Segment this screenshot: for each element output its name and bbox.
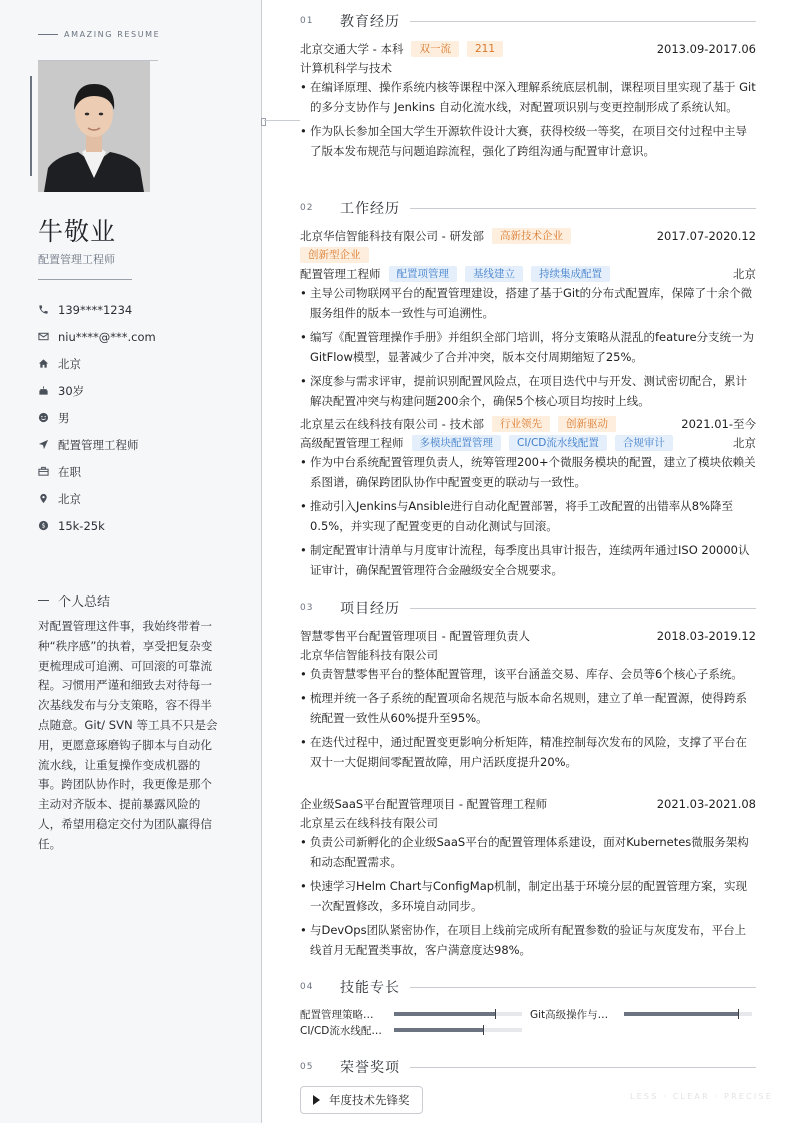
skill-bar (394, 1028, 522, 1032)
education-header-row (300, 39, 756, 58)
sidebar-tab-line (264, 120, 300, 121)
info-text: 在职 (58, 464, 81, 479)
school-name: 北京交通大学 - 本科 (300, 41, 404, 56)
skill-name: CI/CD流水线配… (300, 1024, 382, 1037)
skill-bar-marker (483, 1025, 484, 1035)
work-date: 2017.07-2020.12 (656, 228, 756, 243)
company-tag: 行业领先 (492, 416, 550, 432)
money-icon (38, 520, 58, 531)
role-tag: 基线建立 (465, 266, 523, 282)
honor-award-button[interactable] (300, 1086, 423, 1114)
section-education-heading (300, 11, 756, 31)
info-text: niu****@***.com (58, 329, 156, 344)
photo-top-line (38, 60, 158, 61)
play-triangle-icon (313, 1095, 320, 1105)
phone-icon (38, 304, 58, 315)
section-projects-heading (300, 598, 756, 618)
project-company-row (300, 813, 756, 832)
section-number: 04 (300, 982, 314, 992)
section-number: 02 (300, 203, 314, 213)
school-tag: 双一流 (411, 41, 459, 57)
role-name: 配置管理工程师 (300, 266, 381, 281)
contact-info-list (38, 296, 156, 539)
section-honors-heading (300, 1057, 756, 1077)
list-item: • 在编译原理、操作系统内核等课程中深入理解系统底层机制，课程项目里实现了基于 Git 的多分支协作与 Jenkins 自动化流水线，对配置项识别与变更控制形成了系统认知。 (300, 77, 756, 117)
project-company: 北京星云在线科技有限公司 (300, 815, 438, 830)
info-phone (38, 296, 156, 323)
skill-item (530, 1005, 752, 1023)
info-text: 北京 (58, 356, 81, 371)
work-city: 北京 (733, 266, 756, 281)
section-title: 工作经历 (340, 201, 400, 217)
info-email (38, 323, 156, 350)
info-location (38, 485, 156, 512)
project-date: 2018.03-2019.12 (656, 628, 756, 643)
brand-dash (38, 34, 58, 35)
svg-text:$: $ (41, 522, 46, 530)
info-age (38, 377, 156, 404)
summary-text: 对配置管理这件事，我始终带着一种“秩序感”的执着，享受把复杂变更梳理成可追溯、可回滚的可靠流程。习惯用严谨和细致去对待每一次基线发布与分支策略，容不得半点随意。Git/ SVN 等工具不只是会用，更愿意琢磨钩子脚本与自动化流水线，让重复操作变成机器的事。跨团队协作时，我更像是那个主动对齐版本、提前暴露风险的人，希望用稳定交付为团队赢得信任。 (38, 619, 218, 851)
work-company-tags-row (292, 245, 756, 264)
role-tag: 配置项管理 (389, 266, 458, 282)
info-position (38, 431, 156, 458)
role-name: 高级配置管理工程师 (300, 435, 404, 450)
section-title: 项目经历 (340, 601, 400, 617)
skill-item (300, 1021, 522, 1039)
section-rule (410, 21, 756, 22)
section-title: 技能专长 (340, 980, 400, 996)
section-title: 教育经历 (340, 14, 400, 30)
work-company-row (300, 414, 756, 433)
work-role-row (300, 264, 756, 283)
section-work-heading (300, 198, 756, 218)
education-major-row (300, 58, 756, 77)
section-rule (410, 1067, 756, 1068)
section-number: 03 (300, 603, 314, 613)
work-city: 北京 (733, 435, 756, 450)
work-bullets (300, 452, 756, 580)
skills-list (300, 1005, 756, 1041)
candidate-title: 配置管理工程师 (38, 253, 115, 266)
company-name: 北京星云在线科技有限公司 - 技术部 (300, 416, 484, 431)
work-entry (300, 226, 756, 415)
home-icon (38, 358, 58, 369)
info-home (38, 350, 156, 377)
profile-photo (38, 60, 150, 192)
mail-icon (38, 331, 58, 342)
candidate-name: 牛敬业 (38, 217, 117, 246)
education-entry (300, 39, 756, 165)
project-entry (300, 626, 756, 776)
list-item: • 推动引入Jenkins与Ansible进行自动化配置部署，将手工改配置的出错率从8%降至0.5%，并实现了配置变更的自动化测试与回滚。 (300, 496, 756, 536)
brand-text: AMAZING RESUME (64, 30, 161, 39)
briefcase-icon (38, 466, 58, 477)
company-name: 北京华信智能科技有限公司 - 研发部 (300, 228, 484, 243)
info-text: 男 (58, 410, 70, 425)
skill-bar-marker (495, 1009, 496, 1019)
list-item: • 制定配置审计清单与月度审计流程，每季度出具审计报告，连续两年通过ISO 20000认证审计，确保配置管理符合金融级安全合规要求。 (300, 540, 756, 580)
skill-bar-fill (624, 1012, 739, 1016)
work-role-row (300, 433, 756, 452)
person-portrait-icon (38, 60, 150, 192)
section-rule (410, 608, 756, 609)
list-item: • 梳理并统一各子系统的配置项命名规范与版本命名规则，建立了单一配置源，使得跨系统配置一致性从60%提升至95%。 (300, 688, 756, 728)
section-number: 05 (300, 1062, 314, 1072)
section-skills-heading (300, 977, 756, 997)
list-item: • 主导公司物联网平台的配置管理建设，搭建了基于Git的分布式配置库，保障了十余个微服务组件的版本一致性与可追溯性。 (300, 283, 756, 323)
project-name: 企业级SaaS平台配置管理项目 - 配置管理工程师 (300, 796, 548, 811)
name-divider (38, 279, 132, 280)
education-date: 2013.09-2017.06 (656, 41, 756, 56)
role-tag: CI/CD流水线配置 (509, 435, 607, 451)
info-gender (38, 404, 156, 431)
project-name: 智慧零售平台配置管理项目 - 配置管理负责人 (300, 628, 530, 643)
project-bullets (300, 664, 756, 772)
sidebar (0, 0, 262, 1123)
skill-bar-fill (394, 1028, 484, 1032)
section-number: 01 (300, 16, 314, 26)
cake-icon (38, 385, 58, 396)
role-tag: 合规审计 (615, 435, 673, 451)
summary-title: 个人总结 (58, 595, 111, 610)
brand (38, 30, 160, 39)
info-text: 139****1234 (58, 302, 133, 317)
list-item: • 作为中台系统配置管理负责人，统筹管理200+个微服务模块的配置，建立了模块依赖关系图谱，确保跨团队协作中配置变更的联动与一致性。 (300, 452, 756, 492)
work-date: 2021.01-至今 (681, 416, 756, 431)
project-date: 2021.03-2021.08 (656, 796, 756, 811)
skill-bar-fill (394, 1012, 496, 1016)
summary-heading (38, 591, 110, 610)
skill-name: Git高级操作与… (530, 1008, 609, 1021)
summary-dash (38, 600, 49, 601)
smile-icon (38, 412, 58, 423)
skill-name: 配置管理策略… (300, 1008, 374, 1021)
honor-label: 年度技术先锋奖 (329, 1093, 410, 1107)
list-item: • 负责智慧零售平台的整体配置管理，该平台涵盖交易、库存、会员等6个核心子系统。 (300, 664, 756, 684)
project-entry (300, 794, 756, 964)
school-tag: 211 (467, 41, 503, 57)
project-header-row (300, 626, 756, 645)
list-item: • 作为队长参加全国大学生开源软件设计大赛，获得校级一等奖，在项目交付过程中主导了版本发布规范与问题追踪流程，强化了跨组沟通与配置审计意识。 (300, 121, 756, 161)
work-entry (300, 414, 756, 584)
role-tag: 多模块配置管理 (412, 435, 502, 451)
send-icon (38, 439, 58, 450)
info-salary (38, 512, 156, 539)
role-tag: 持续集成配置 (531, 266, 610, 282)
avatar (38, 60, 150, 192)
info-text: 30岁 (58, 383, 85, 398)
project-bullets (300, 832, 756, 960)
section-rule (410, 987, 756, 988)
section-title: 荣誉奖项 (340, 1060, 400, 1076)
photo-accent-line (30, 76, 32, 176)
skill-bar (624, 1012, 752, 1016)
project-company-row (300, 645, 756, 664)
skill-bar-marker (738, 1009, 739, 1019)
work-bullets (300, 283, 756, 411)
list-item: • 深度参与需求评审，提前识别配置风险点，在项目迭代中与开发、测试密切配合，累计解决配置冲突与构建问题200余个，确保5个核心项目均按时上线。 (300, 371, 756, 411)
company-tag: 高新技术企业 (492, 228, 571, 244)
info-text: 北京 (58, 491, 81, 506)
list-item: • 编写《配置管理操作手册》并组织全部门培训，将分支策略从混乱的feature分支统一为GitFlow模型，显著减少了合并冲突，版本交付周期缩短了25%。 (300, 327, 756, 367)
project-company: 北京华信智能科技有限公司 (300, 647, 438, 662)
project-header-row (300, 794, 756, 813)
education-bullets (300, 77, 756, 161)
list-item: • 快速学习Helm Chart与ConfigMap机制，制定出基于环境分层的配置管理方案，实现一次配置修改，多环境自动同步。 (300, 876, 756, 916)
info-text: 15k-25k (58, 518, 105, 533)
list-item: • 在迭代过程中，通过配置变更影响分析矩阵，精准控制每次发布的风险，支撑了平台在双十一大促期间零配置故障，用户活跃度提升20%。 (300, 732, 756, 772)
list-item: • 负责公司新孵化的企业级SaaS平台的配置管理体系建设，面对Kubernetes微服务架构和动态配置需求。 (300, 832, 756, 872)
watermark-text: LESS · CLEAR · PRECISE (630, 1092, 773, 1101)
company-tag: 创新驱动 (558, 416, 616, 432)
list-item: • 与DevOps团队紧密协作，在项目上线前完成所有配置参数的验证与灰度发布，平台上线首月无配置类事故，客户满意度达98%。 (300, 920, 756, 960)
skill-bar (394, 1012, 522, 1016)
major: 计算机科学与技术 (300, 60, 392, 75)
section-rule (410, 208, 756, 209)
info-status (38, 458, 156, 485)
work-company-row (300, 226, 756, 245)
info-text: 配置管理工程师 (58, 437, 139, 452)
company-tag: 创新型企业 (300, 247, 369, 263)
location-pin-icon (38, 493, 58, 504)
